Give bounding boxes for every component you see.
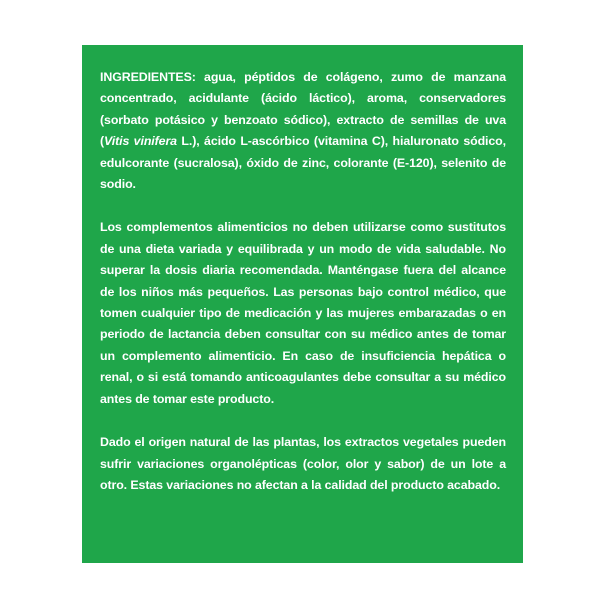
ingredients-text-part-1: agua, péptidos de colágeno, zumo de manzana concentrado, acidulante (ácido láctico), aroma, conservadores (sorbato potásico y benzoato sódico), extracto de semillas de uva ( [100, 70, 506, 149]
natural-origin-paragraph: Dado el origen natural de las plantas, los extractos vegetales pueden sufrir variaciones organolépticas (color, olor y sabor) de un lote a otro. Estas variaciones no afectan a la calidad del producto acabado. [100, 435, 506, 492]
warning-paragraph: Los complementos alimenticios no deben utilizarse como sustitutos de una dieta variada y equilibrada y un modo de vida saludable. No superar la dosis diaria recomendada. Manténgase fuera del alcance de los niños más pequeños. Las personas bajo control médico, que tomen cualquier tipo de medicación y las mujeres embarazadas o en periodo de lactancia deben consultar con su médico antes de tomar un complemento alimenticio. En caso de insuficiencia hepática o renal, o si está tomando anticoagulantes debe consultar a su médico antes de tomar este producto. [100, 220, 506, 406]
ingredients-heading: INGREDIENTES: [100, 70, 196, 84]
ingredients-latin-name: Vitis vinifera [104, 134, 177, 149]
ingredients-paragraph [100, 67, 506, 195]
product-label-panel [82, 45, 523, 563]
ingredients-text-part-2: L.), ácido L-ascórbico (vitamina C), hialuronato sódico, edulcorante (sucralosa), óxido de zinc, colorante (E-120), selenito de sodio. [100, 134, 506, 192]
